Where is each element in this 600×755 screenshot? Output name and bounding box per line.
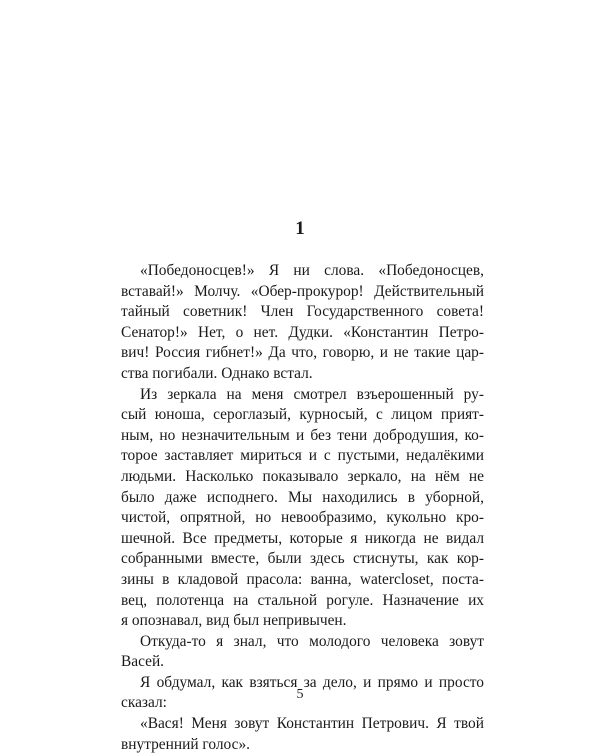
text-line: внутренний голос». — [121, 735, 250, 753]
page-number: 5 — [296, 687, 304, 702]
text-line: Васей. — [121, 653, 165, 671]
paragraph — [121, 714, 484, 755]
text-line: собранными вместе, были здесь стиснуты, как кор- — [121, 550, 484, 568]
paragraph — [121, 261, 484, 385]
text-line: чистой, опрятной, но невообразимо, кукольно кро- — [121, 509, 484, 527]
text-line: сказал: — [121, 694, 167, 712]
paragraph — [121, 632, 484, 673]
text-line: тайный советник! Член Государственного совета! — [121, 303, 484, 321]
body-text — [121, 261, 484, 755]
text-line: ства погибали. Однако встал. — [121, 364, 313, 382]
text-line: Из зеркала на меня смотрел взъерошенный ру- — [140, 385, 484, 403]
text-line: вич! Россия гибнет!» Да что, говорю, и не такие цар- — [121, 344, 484, 362]
text-line: Сенатор!» Нет, о нет. Дудки. «Константин Петро- — [121, 323, 484, 341]
text-line: сый юноша, сероглазый, курносый, с лицом прият- — [121, 406, 484, 424]
chapter-number: 1 — [295, 218, 305, 239]
text-line: Откуда-то я знал, что молодого человека зовут — [140, 632, 484, 650]
text-line: людьми. Насколько показывало зеркало, на нём не — [121, 467, 484, 485]
text-line: зины в кладовой прасола: ванна, watercloset, поста- — [121, 570, 484, 588]
text-line: вставай!» Молчу. «Обер-прокурор! Действительный — [121, 282, 484, 300]
text-line: вец, полотенца на стальной рогуле. Назначение их — [121, 591, 484, 609]
text-line: я опознавал, вид был непривычен. — [121, 612, 347, 630]
text-line: торое заставляет мириться и с пустыми, недалёкими — [121, 447, 484, 465]
paragraph — [121, 385, 484, 632]
text-line: «Вася! Меня зовут Константин Петрович. Я твой — [140, 715, 484, 733]
text-line: ным, но незначительным и без тени добродушия, ко- — [121, 426, 484, 444]
text-line: шечной. Все предметы, которые я никогда не видал — [121, 529, 484, 547]
text-line: Я обдумал, как взяться за дело, и прямо и просто — [140, 673, 484, 691]
text-line: было даже исподнего. Мы находились в уборной, — [121, 488, 484, 506]
text-line: «Победоносцев!» Я ни слова. «Победоносцев, — [140, 262, 484, 279]
